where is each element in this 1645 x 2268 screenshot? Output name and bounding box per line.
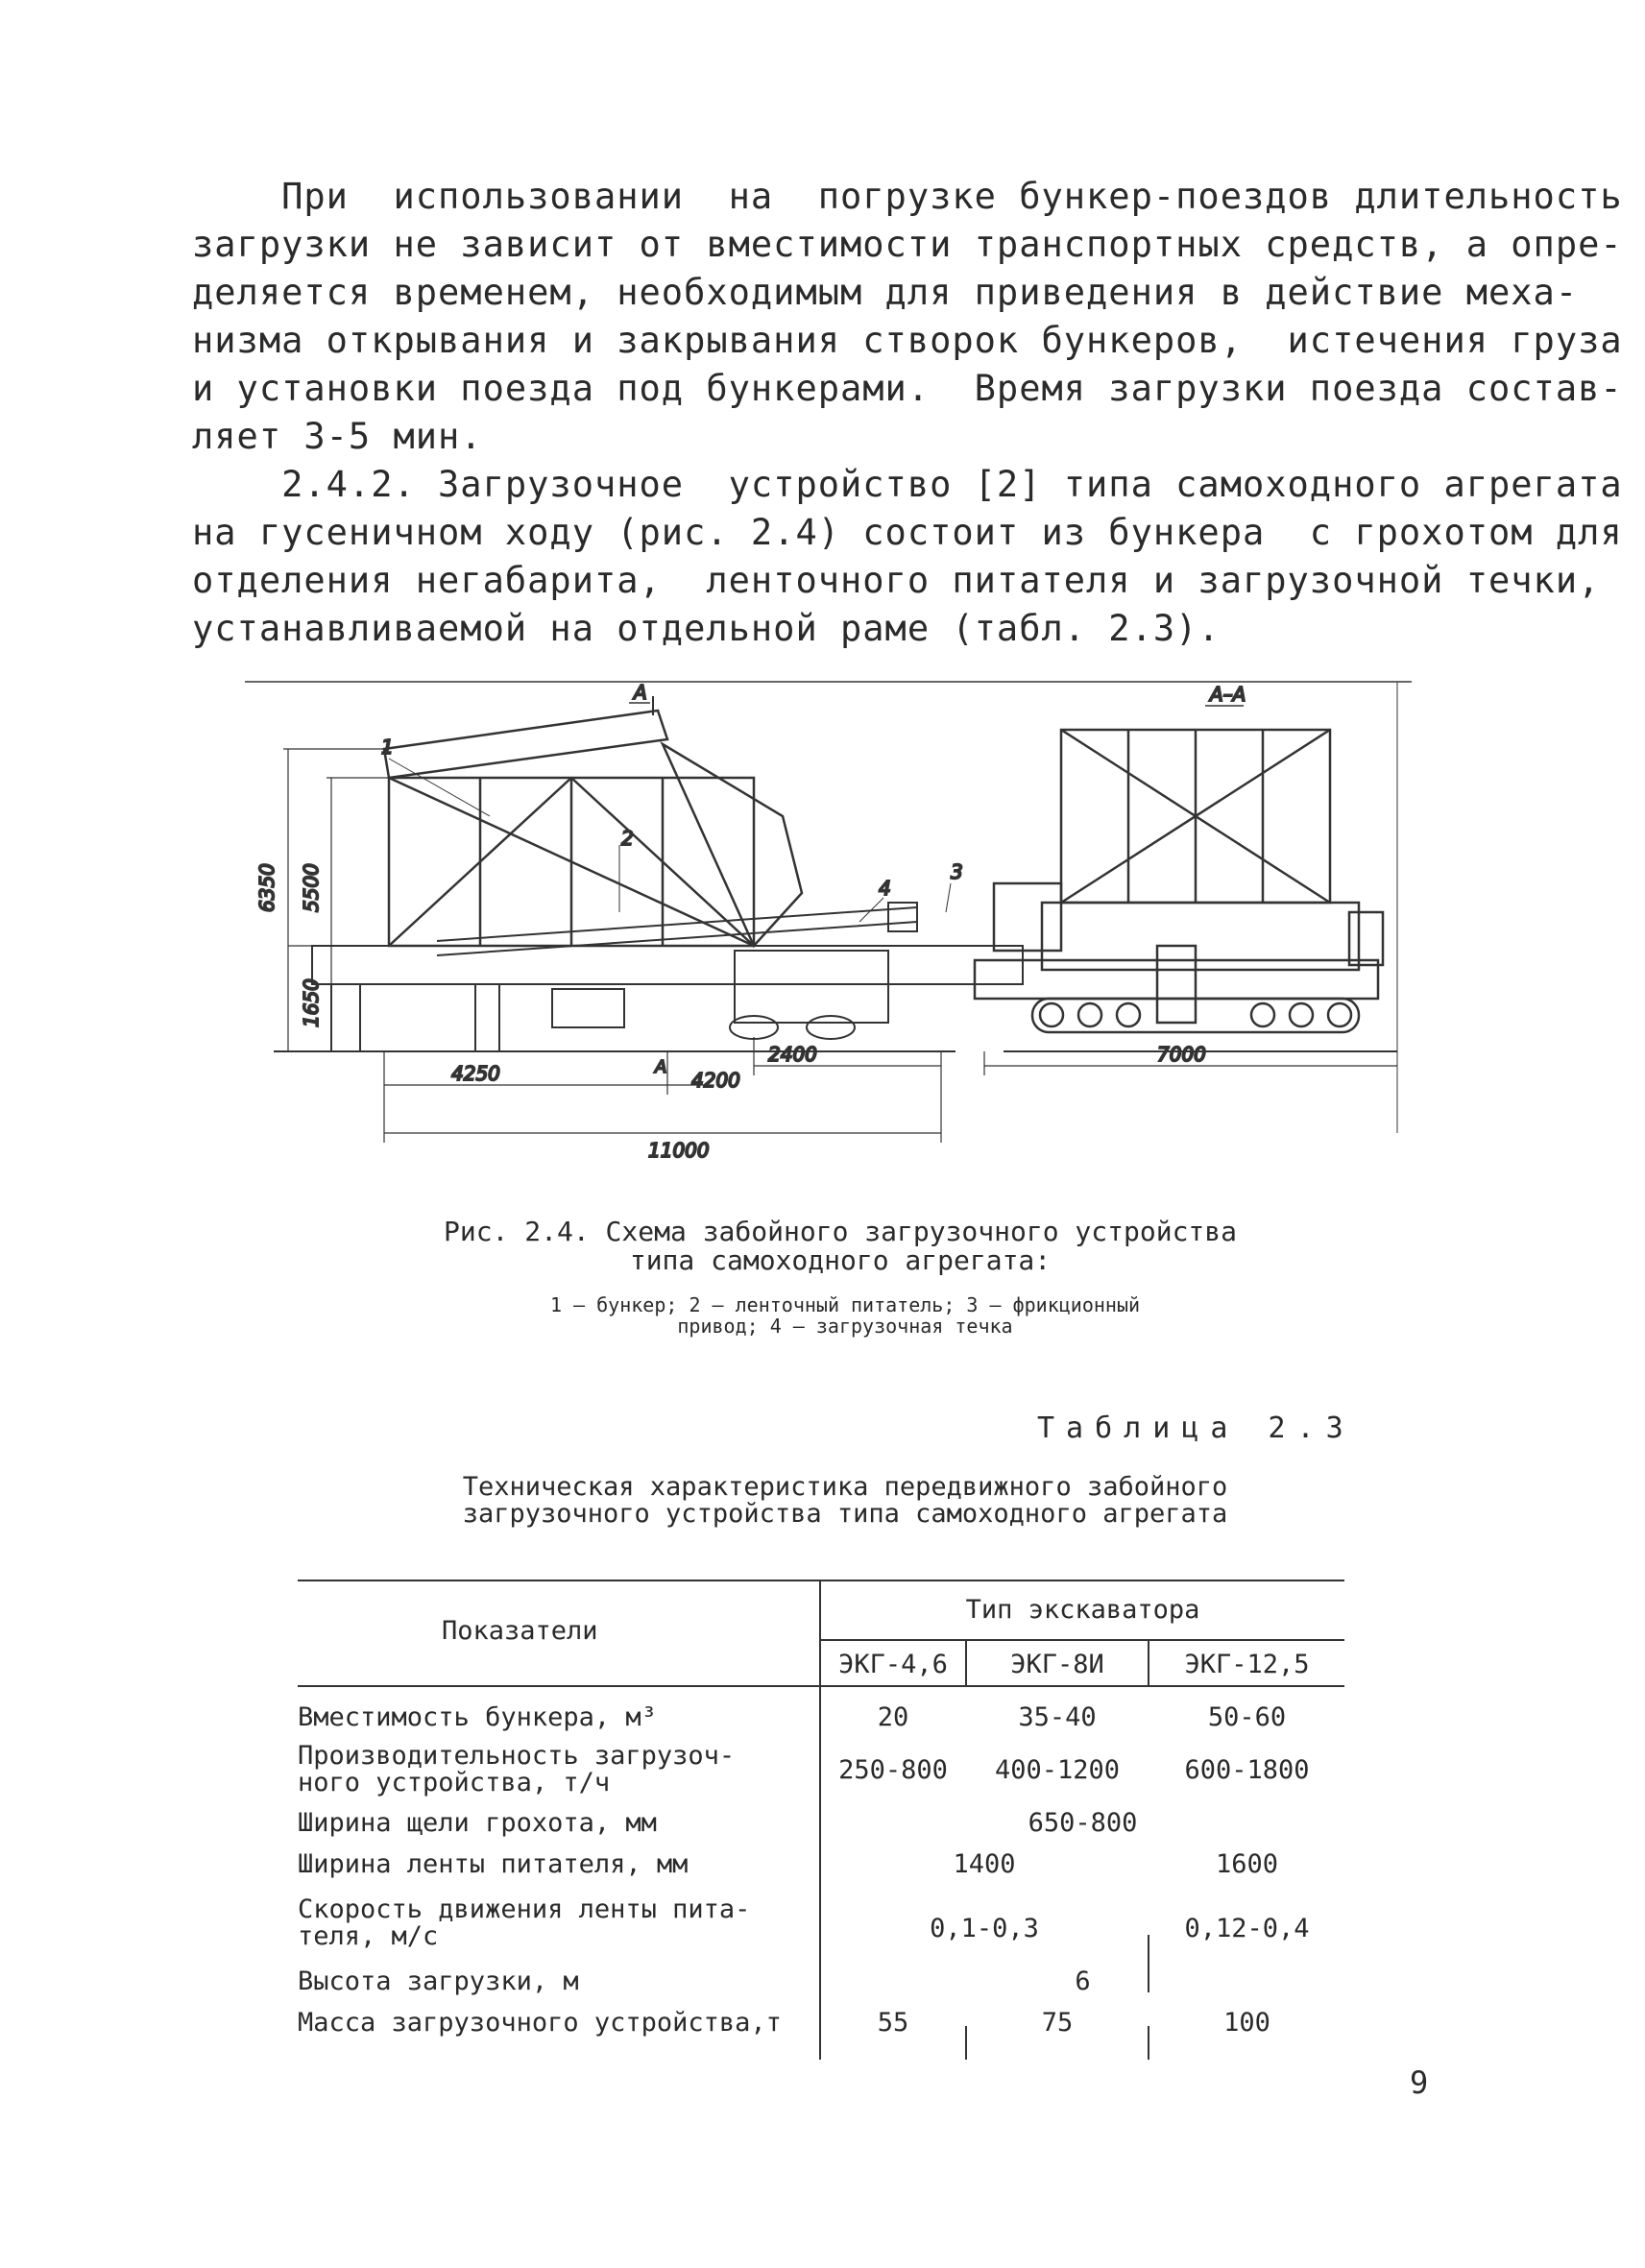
page-number: 9 bbox=[1410, 2064, 1429, 2101]
text-line: При использовании на погрузке бункер-поездов длительность bbox=[192, 176, 1623, 217]
table-rule bbox=[821, 1639, 1344, 1641]
text-line: отделения негабарита, ленточного питателя и загрузочной течки, bbox=[192, 560, 1601, 601]
row-label: Скорость движения ленты пита- bbox=[298, 1894, 751, 1924]
table-cell: 75 bbox=[1041, 2008, 1074, 2038]
feeder bbox=[312, 903, 1023, 1051]
paragraph-2 bbox=[192, 461, 1623, 653]
row-label: теля, м/с bbox=[298, 1921, 439, 1951]
text-line: устанавливаемой на отдельной раме (табл. 2.3). bbox=[192, 608, 1221, 649]
table-cell: 1600 bbox=[1215, 1849, 1279, 1879]
part-number: 1 bbox=[381, 736, 394, 759]
section-marker: A bbox=[655, 1057, 667, 1077]
table-label: Таблица 2.3 bbox=[1037, 1411, 1355, 1445]
table-title: загрузочного устройства типа самоходного агрегата bbox=[462, 1499, 1228, 1529]
row-label: Ширина ленты питателя, мм bbox=[298, 1849, 689, 1879]
dimension-label: 5500 bbox=[300, 863, 323, 912]
table-cell: 1400 bbox=[953, 1849, 1016, 1879]
section-view bbox=[975, 730, 1383, 1032]
table-cell: 55 bbox=[877, 2008, 909, 2038]
figure-legend: привод; 4 – загрузочная течка bbox=[677, 1315, 1013, 1338]
table-cell: 20 bbox=[877, 1702, 909, 1732]
dimension-label: 6350 bbox=[255, 863, 278, 912]
row-label: Масса загрузочного устройства,т bbox=[298, 2008, 782, 2038]
table-title: Техническая характеристика передвижного забойного bbox=[462, 1472, 1228, 1502]
figure-caption: типа самоходного агрегата: bbox=[629, 1244, 1052, 1276]
loading-device-drawing bbox=[245, 672, 1412, 1181]
table-cell: 0,1-0,3 bbox=[930, 1914, 1039, 1943]
dimension-label: 4200 bbox=[691, 1069, 740, 1092]
column-header: ЭКГ-12,5 bbox=[1184, 1650, 1310, 1679]
column-header: ЭКГ-8И bbox=[1010, 1650, 1104, 1679]
figure-legend: 1 – бункер; 2 – ленточный питатель; 3 – фрикционный bbox=[549, 1293, 1141, 1316]
dimension-label: 7000 bbox=[1157, 1043, 1206, 1066]
table-cell: 600-1800 bbox=[1184, 1755, 1310, 1785]
text-line: на гусеничном ходу (рис. 2.4) состоит из бункера с грохотом для bbox=[192, 512, 1623, 553]
table-cell: 35-40 bbox=[1018, 1702, 1097, 1732]
dimension-label: 2400 bbox=[768, 1043, 817, 1066]
text-line: ляет 3-5 мин. bbox=[192, 416, 483, 457]
table-cell: 650-800 bbox=[1028, 1808, 1138, 1838]
table-rule bbox=[298, 1685, 1344, 1687]
table-cell: 250-800 bbox=[838, 1755, 948, 1785]
figure-caption: Рис. 2.4. Схема забойного загрузочного устройства bbox=[443, 1216, 1237, 1247]
tech-table bbox=[298, 1580, 1344, 2060]
dimension-label: 11000 bbox=[648, 1139, 710, 1162]
text-line: деляется временем, необходимым для приведения в действие меха- bbox=[192, 272, 1579, 313]
text-line: и установки поезда под бункерами. Время загрузки поезда состав- bbox=[192, 368, 1623, 409]
table-cell: 6 bbox=[1075, 1966, 1091, 1996]
table-cell: 50-60 bbox=[1207, 1702, 1287, 1732]
text-line: загрузки не зависит от вместимости транспортных средств, а опре- bbox=[192, 224, 1623, 265]
bunker bbox=[384, 711, 802, 946]
section-marker: A bbox=[634, 681, 647, 704]
table-cell: 100 bbox=[1223, 2008, 1270, 2038]
column-header: ЭКГ-4,6 bbox=[838, 1650, 948, 1679]
paragraph-1 bbox=[192, 173, 1623, 461]
section-label: А–А bbox=[1210, 683, 1246, 706]
row-label: Вместимость бункера, м³ bbox=[298, 1702, 657, 1732]
text-line: низма открывания и закрывания створок бункеров, истечения груза bbox=[192, 320, 1623, 361]
dimension-label: 4250 bbox=[451, 1062, 500, 1085]
table-cell: 0,12-0,4 bbox=[1184, 1914, 1310, 1943]
table-rule bbox=[298, 1580, 1344, 1581]
row-label: Производительность загрузоч- bbox=[298, 1741, 736, 1771]
dimension-label: 1650 bbox=[300, 978, 323, 1027]
horizontal-dimensions bbox=[384, 1037, 1397, 1143]
row-label: Высота загрузки, м bbox=[298, 1966, 579, 1996]
header-excavator-type: Тип экскаватора bbox=[965, 1595, 1200, 1625]
header-indicators: Показатели bbox=[442, 1616, 598, 1646]
part-number: 3 bbox=[951, 860, 963, 883]
part-number: 4 bbox=[879, 877, 891, 900]
part-number: 2 bbox=[621, 827, 634, 850]
table-cell: 400-1200 bbox=[994, 1755, 1121, 1785]
row-label: ного устройства, т/ч bbox=[298, 1768, 611, 1798]
row-label: Ширина щели грохота, мм bbox=[298, 1808, 657, 1838]
text-line: 2.4.2. Загрузочное устройство [2] типа самоходного агрегата bbox=[192, 464, 1623, 505]
